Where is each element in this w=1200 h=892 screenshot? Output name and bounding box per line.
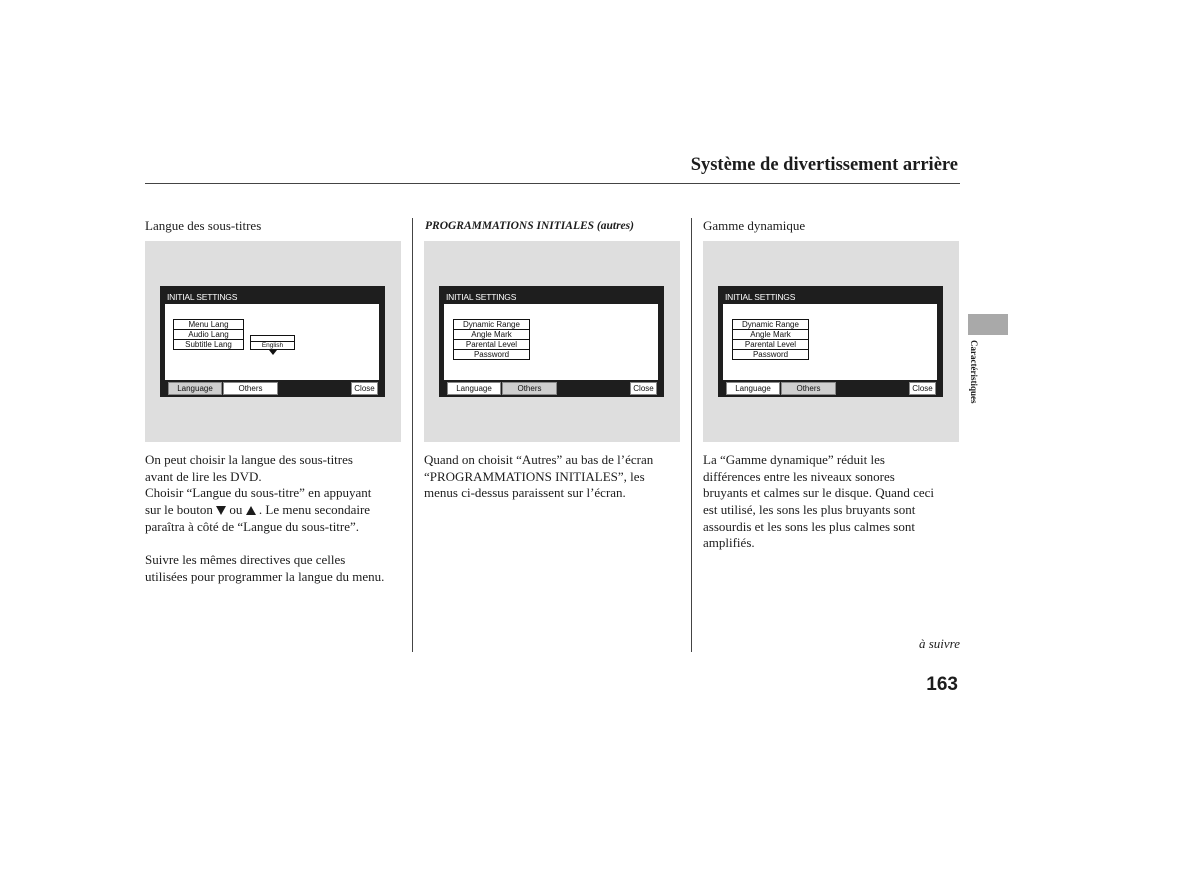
text-line: bruyants et calmes sur le disque. Quand ceci <box>703 485 935 501</box>
tab-language: Language <box>726 382 780 395</box>
column-heading-dynamic-range: Gamme dynamique <box>703 218 806 233</box>
screen-title: INITIAL SETTINGS <box>725 292 796 302</box>
text-line: assourdis et les sons les plus calmes sont <box>703 518 915 534</box>
others-menu <box>732 319 809 360</box>
tab-others: Others <box>781 382 836 395</box>
tab-others: Others <box>223 382 278 395</box>
others-menu-text <box>424 452 653 502</box>
menu-item-angle-mark: Angle Mark <box>453 329 530 340</box>
subtitle-language-text <box>145 452 371 535</box>
column-divider-2 <box>691 218 692 652</box>
menu-item-parental-level: Parental Level <box>732 339 809 350</box>
text-line: Suivre les mêmes directives que celles <box>145 552 346 567</box>
menu-item-audio-lang: Audio Lang <box>173 329 244 340</box>
text-line: utilisées pour programmer la langue du menu. <box>145 568 385 584</box>
screen-figure-others-menu <box>424 241 680 442</box>
screen-figure-subtitle-language <box>145 241 401 442</box>
column-heading-initial-settings-others: PROGRAMMATIONS INITIALES (autres) <box>425 220 634 232</box>
menu-item-menu-lang: Menu Lang <box>173 319 244 330</box>
page-title: Système de divertissement arrière <box>690 155 958 175</box>
text-line: Choisir “Langue du sous-titre” en appuyant <box>145 485 372 501</box>
text-line: “PROGRAMMATIONS INITIALES”, les <box>424 468 645 484</box>
tab-others: Others <box>502 382 557 395</box>
column-heading-subtitle-language: Langue des sous-titres <box>145 218 262 233</box>
tab-language: Language <box>447 382 501 395</box>
tab-close: Close <box>351 382 378 395</box>
menu-item-dynamic-range: Dynamic Range <box>453 319 530 330</box>
text-line: La “Gamme dynamique” réduit les <box>703 452 885 467</box>
tab-close: Close <box>909 382 936 395</box>
down-triangle-icon <box>216 506 226 515</box>
screen-title: INITIAL SETTINGS <box>167 292 238 302</box>
screen-title: INITIAL SETTINGS <box>446 292 517 302</box>
submenu-arrow-row <box>250 349 295 355</box>
menu-item-password: Password <box>453 349 530 360</box>
continued-note: à suivre <box>918 636 960 651</box>
subtitle-language-submenu <box>250 335 295 355</box>
text-line: On peut choisir la langue des sous-titres <box>145 452 353 467</box>
text-line: avant de lire les DVD. <box>145 468 262 484</box>
text-line: menus ci-dessus paraissent sur l’écran. <box>424 485 626 501</box>
header-rule <box>145 183 960 184</box>
dynamic-range-text <box>703 452 934 552</box>
text-line: différences entre les niveaux sonores <box>703 468 895 484</box>
submenu-value: English <box>250 341 295 350</box>
screen-figure-dynamic-range <box>703 241 959 442</box>
text-line: Quand on choisit “Autres” au bas de l’écran <box>424 452 654 467</box>
column-divider-1 <box>412 218 413 652</box>
section-tab-marker <box>968 314 1008 335</box>
up-triangle-icon <box>246 506 256 515</box>
down-triangle-icon <box>269 350 277 355</box>
text-line: paraîtra à côté de “Langue du sous-titre”. <box>145 518 360 534</box>
subtitle-language-note <box>145 552 384 585</box>
initial-settings-screen <box>439 286 664 397</box>
button-instruction-line <box>145 502 371 519</box>
text-line: est utilisé, les sons les plus bruyants sont <box>703 502 916 518</box>
initial-settings-screen <box>160 286 385 397</box>
section-tab-label: Caractéristiques <box>969 340 979 404</box>
initial-settings-screen <box>718 286 943 397</box>
menu-item-parental-level: Parental Level <box>453 339 530 350</box>
menu-item-angle-mark: Angle Mark <box>732 329 809 340</box>
text-line: amplifiés. <box>703 535 755 551</box>
text-segment: sur le bouton <box>145 502 213 518</box>
menu-item-password: Password <box>732 349 809 360</box>
menu-item-dynamic-range: Dynamic Range <box>732 319 809 330</box>
others-menu <box>453 319 530 360</box>
language-menu <box>173 319 244 350</box>
text-segment: . Le menu secondaire <box>258 502 371 518</box>
tab-language: Language <box>168 382 222 395</box>
page-number: 163 <box>926 674 958 695</box>
menu-item-subtitle-lang: Subtitle Lang <box>173 339 244 350</box>
tab-close: Close <box>630 382 657 395</box>
text-segment: ou <box>229 502 243 518</box>
